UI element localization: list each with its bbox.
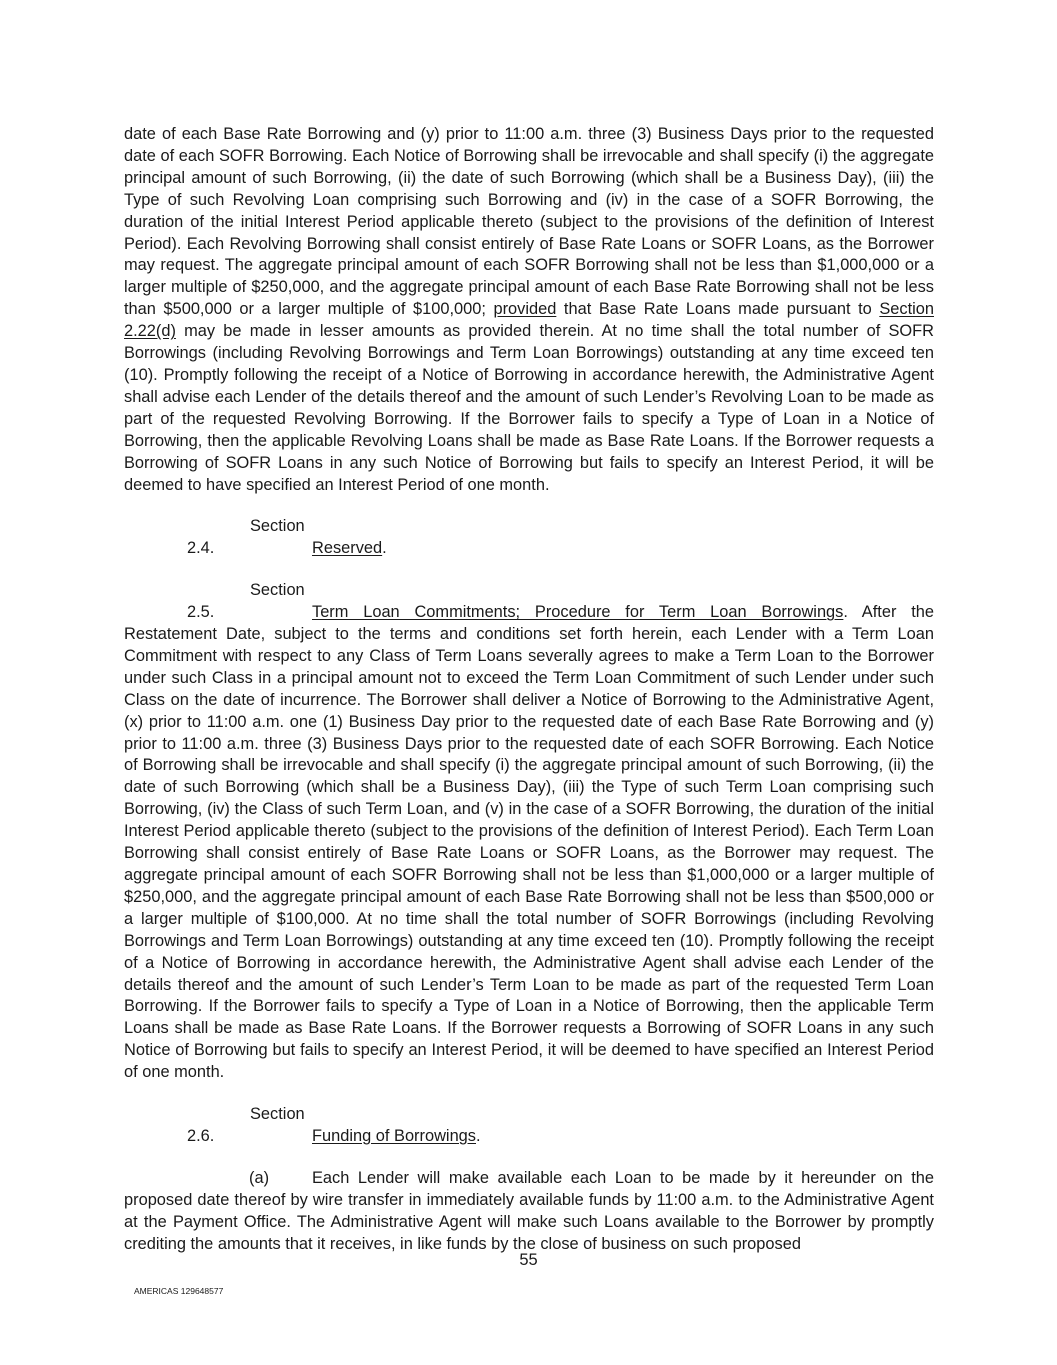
section-number: Section 2.6. bbox=[187, 1105, 305, 1145]
section-2-5-paragraph bbox=[124, 580, 934, 1084]
provided-term: provided bbox=[493, 300, 557, 319]
document-id: AMERICAS 129648577 bbox=[134, 1286, 224, 1296]
section-number: Section 2.5. bbox=[187, 581, 305, 622]
section-title: Term Loan Commitments; Procedure for Term Loan Borrowings bbox=[312, 603, 844, 622]
section-2-6-heading: Section 2.6. Funding of Borrowings. bbox=[124, 1104, 934, 1148]
section-2-22-d-link[interactable]: Section 2.22(d) bbox=[124, 300, 934, 341]
paragraph-revolving-borrowing: date of each Base Rate Borrowing and (y) prior to 11:00 a.m. three (3) Business Days prior to the requested date of each SOFR Borrowing. Each Notice of Borrowing shall be irrevocable and shall specify (i) the aggregate principal amount of such Borrowing, (ii) the date of such Borrowing (which shall be a Business Day), (iii) the Type of such Revolving Loan comprising such Borrowing and (iv) in the case of a SOFR Borrowing, the duration of the initial Interest Period applicable thereto (subject to the provisions of the definition of Interest Period). Each Revolving Borrowing shall consist entirely of Base Rate Loans or SOFR Loans, as the Borrower may request. The aggregate principal amount of each SOFR Borrowing shall not be less than $1,000,000 or a larger multiple of $250,000, and the aggregate principal amount of each Base Rate Borrowing shall not be less than $500,000 or a larger multiple of $100,000; provided that Base Rate Loans made pursuant to Section 2.22(d) may be made in lesser amounts as provided therein. At no time shall the total number of SOFR Borrowings (including Revolving Borrowings and Term Loan Borrowings) outstanding at any time exceed ten (10). Promptly following the receipt of a Notice of Borrowing in accordance herewith, the Administrative Agent shall advise each Lender of the details thereof and the amount of such Lender’s Revolving Loan to be made as part of the requested Revolving Borrowing. If the Borrower fails to specify a Type of Loan in a Notice of Borrowing, then the applicable Revolving Loans shall be made as Base Rate Loans. If the Borrower requests a Borrowing of SOFR Loans in any such Notice of Borrowing but fails to specify an Interest Period, it will be deemed to have specified an Interest Period of one month. bbox=[124, 125, 934, 494]
section-body: . After the Restatement Date, subject to the terms and conditions set forth herein, each Lender with a Term Loan Commitment with respect to any Class of Term Loans severally agrees to make a Term Loan to the Borrower under such Class in a principal amount not to exceed the Term Loan Commitment of such Lender under such Class on the date of incurrence. The Borrower shall deliver a Notice of Borrowing to the Administrative Agent, (x) prior to 11:00 a.m. one (1) Business Day prior to the requested date of each Base Rate Borrowing and (y) prior to 11:00 a.m. three (3) Business Days prior to the requested date of each SOFR Borrowing. Each Notice of Borrowing shall be irrevocable and shall specify (i) the aggregate principal amount of such Borrowing, (ii) the date of such Borrowing (which shall be a Business Day), (iii) the Type of such Term Loan comprising such Borrowing, (iv) the Class of such Term Loan, and (v) in the case of a SOFR Borrowing, the duration of the initial Interest Period applicable thereto (subject to the provisions of the definition of Interest Period). Each Term Loan Borrowing shall consist entirely of Base Rate Loans or SOFR Loans, as the Borrower may request. The aggregate principal amount of each SOFR Borrowing shall not be less than $1,000,000 or a larger multiple of $250,000, and the aggregate principal amount of each Base Rate Borrowing shall not be less than $500,000 or a larger multiple of $100,000. At no time shall the total number of SOFR Borrowings (including Revolving Borrowings and Term Loan Borrowings) outstanding at any time exceed ten (10). Promptly following the receipt of a Notice of Borrowing in accordance herewith, the Administrative Agent shall advise each Lender of the details thereof and the amount of such Lender’s Term Loan to be made as part of the requested Term Loan Borrowing. If the Borrower fails to specify a Type of Loan in a Notice of Borrowing, then the applicable Term Loans shall be made as Base Rate Loans. If the Borrower requests a Borrowing of SOFR Loans in any such Notice of Borrowing but fails to specify an Interest Period, it will be deemed to have specified an Interest Period of one month. bbox=[124, 603, 934, 1082]
clause-body: Each Lender will make available each Loan to be made by it hereunder on the proposed date thereof by wire transfer in immediately available funds by 11:00 a.m. to the Administrative Agent at the Payment Office. The Administrative Agent will make such Loans available to the Borrower by promptly crediting the amounts that it receives, in like funds by the close of business on such proposed bbox=[124, 1168, 934, 1253]
clause-label: (a) bbox=[249, 1168, 270, 1187]
page-number: 55 bbox=[519, 1251, 538, 1269]
section-2-6-a-paragraph bbox=[124, 1168, 934, 1256]
document-page bbox=[124, 124, 934, 1256]
section-title: Funding of Borrowings bbox=[312, 1126, 476, 1145]
section-title: Reserved bbox=[312, 539, 383, 558]
section-number: Section 2.4. bbox=[187, 517, 305, 558]
section-2-4-heading: Section 2.4. Reserved. bbox=[124, 516, 934, 560]
